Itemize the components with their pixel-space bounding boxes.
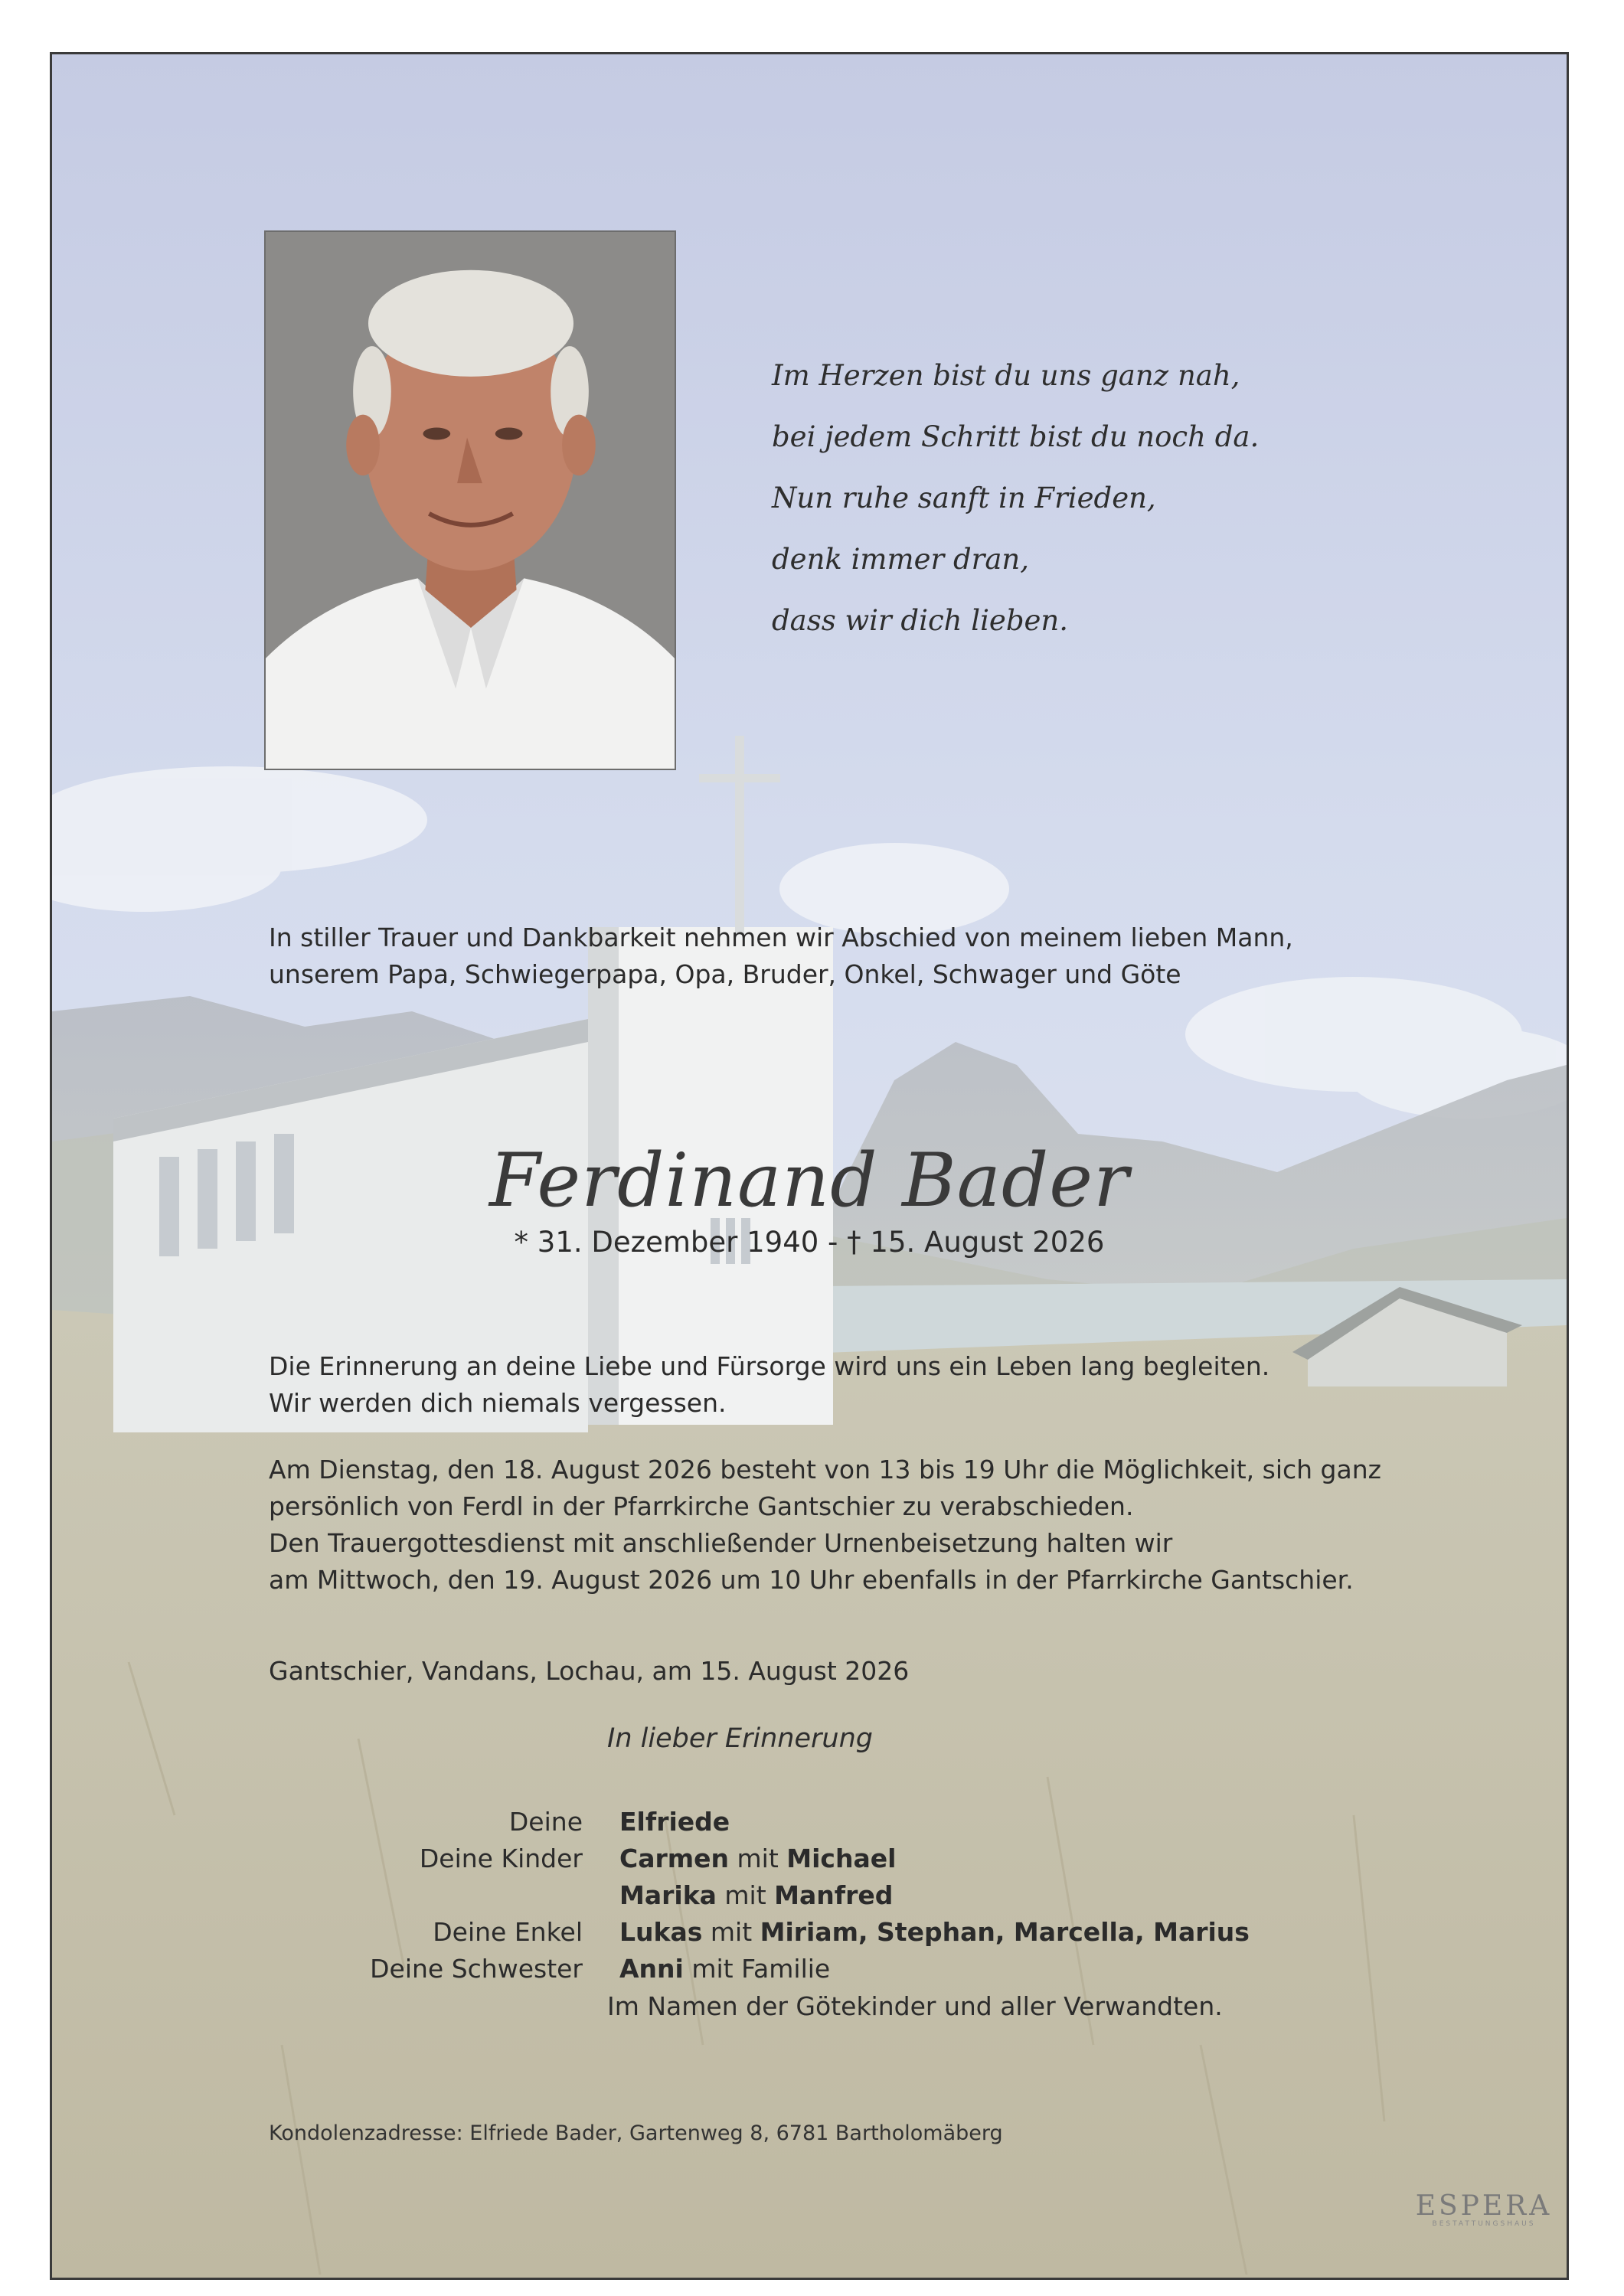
family-member-name: Manfred [774, 1880, 894, 1910]
remembrance-text [269, 1348, 1509, 1422]
family-role: Deine Enkel [433, 1917, 583, 1947]
family-row [269, 1804, 1532, 1840]
life-dates: * 31. Dezember 1940 - † 15. August 2026 [514, 1226, 1105, 1259]
place-date [269, 1653, 1509, 1690]
family-member-name: Lukas [619, 1917, 703, 1947]
family-connector: mit Familie [683, 1954, 831, 1984]
family-list [269, 1804, 1532, 1987]
family-member-name: Anni [619, 1954, 684, 1984]
place-date-line: Gantschier, Vandans, Lochau, am 15. August 2026 [269, 1656, 910, 1686]
funeral-home-logo [1411, 2190, 1557, 2228]
family-names [619, 1951, 830, 1987]
closing-line: Im Namen der Götekinder und aller Verwandten. [607, 1991, 1223, 2021]
family-role: Deine Kinder [419, 1844, 583, 1873]
remembrance-line: Wir werden dich niemals vergessen. [269, 1388, 727, 1418]
intro-text [269, 919, 1494, 993]
intro-line: In stiller Trauer und Dankbarkeit nehmen wir Abschied von meinem lieben Mann, [269, 923, 1293, 952]
condolence-address: Kondolenzadresse: Elfriede Bader, Gartenweg 8, 6781 Bartholomäberg [269, 2121, 1003, 2145]
family-row [269, 1914, 1532, 1951]
intro-line: unserem Papa, Schwiegerpapa, Opa, Bruder, Onkel, Schwager und Göte [269, 959, 1181, 989]
family-member-name: Elfriede [619, 1807, 730, 1837]
memory-heading: In lieber Erinnerung [607, 1723, 873, 1754]
service-line: persönlich von Ferdl in der Pfarrkirche Gantschier zu verabschieden. [269, 1491, 1134, 1521]
poem-line: Nun ruhe sanft in Frieden, [772, 482, 1156, 514]
poem-line: bei jedem Schritt bist du noch da. [772, 420, 1260, 453]
family-connector: mit [729, 1844, 787, 1873]
family-member-name: Marika [619, 1880, 717, 1910]
service-line: am Mittwoch, den 19. August 2026 um 10 Uhr ebenfalls in der Pfarrkirche Gantschier. [269, 1565, 1354, 1595]
family-row [269, 1840, 1532, 1877]
poem-line: Im Herzen bist du uns ganz nah, [772, 359, 1240, 392]
remembrance-line: Die Erinnerung an deine Liebe und Fürsorge wird uns ein Leben lang begleiten. [269, 1351, 1270, 1381]
poem-line: denk immer dran, [772, 543, 1029, 576]
family-member-name: Michael [786, 1844, 897, 1873]
portrait-photo [264, 230, 676, 770]
deceased-name: Ferdinand Bader [489, 1138, 1129, 1223]
obituary-frame [50, 52, 1569, 2280]
service-text [269, 1452, 1509, 1599]
family-names [619, 1840, 896, 1877]
family-names [619, 1914, 1250, 1951]
family-connector: mit [716, 1880, 775, 1910]
logo-wordmark: ESPERA [1415, 2190, 1553, 2222]
poem [772, 345, 1384, 652]
portrait-image [266, 232, 675, 769]
family-names [619, 1804, 730, 1840]
family-row [269, 1877, 1532, 1914]
family-role: Deine Schwester [370, 1954, 583, 1984]
family-member-name: Miriam, Stephan, Marcella, Marius [760, 1917, 1250, 1947]
service-line: Am Dienstag, den 18. August 2026 besteht von 13 bis 19 Uhr die Möglichkeit, sich ganz [269, 1455, 1381, 1484]
poem-line: dass wir dich lieben. [772, 604, 1069, 637]
family-member-name: Carmen [619, 1844, 730, 1873]
family-connector: mit [702, 1917, 760, 1947]
logo-subtitle: BESTATTUNGSHAUS [1432, 2220, 1536, 2228]
family-role [269, 1877, 619, 1914]
service-line: Den Trauergottesdienst mit anschließender Urnenbeisetzung halten wir [269, 1528, 1173, 1558]
family-role: Deine [508, 1807, 583, 1837]
family-names [619, 1877, 893, 1914]
family-row [269, 1951, 1532, 1987]
